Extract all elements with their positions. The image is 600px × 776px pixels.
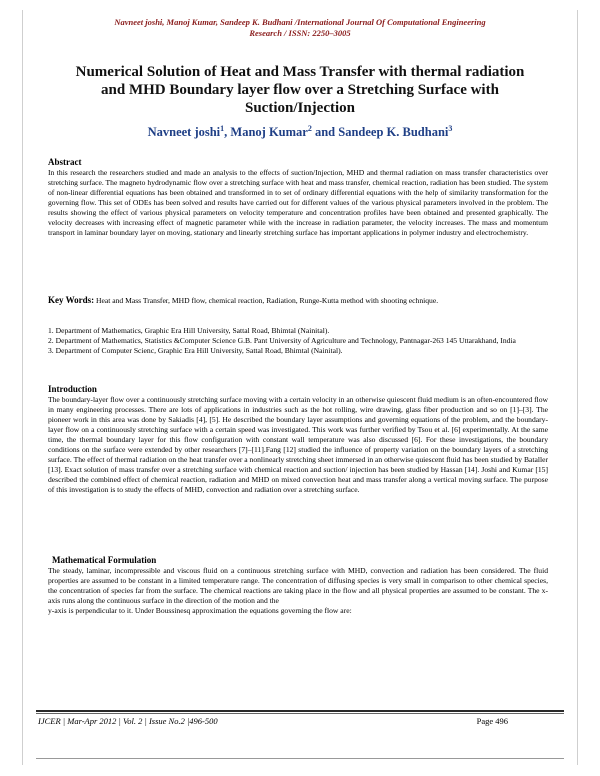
bottom-rule [36,758,564,759]
abstract-section [48,157,548,238]
title-line-1: Numerical Solution of Heat and Mass Transfer with thermal radiation [75,64,525,80]
page-border-right [577,10,578,765]
footer-rule-thin [36,713,564,714]
paper-title [40,63,560,117]
keywords-text: Heat and Mass Transfer, MHD flow, chemical reaction, Radiation, Runge-Kutta method with shooting echnique. [96,296,439,305]
footer-rule [36,710,564,712]
title-line-2: and MHD Boundary layer flow over a Stretching Surface with [101,82,499,98]
author-list: Navneet joshi$^1$, Manoj Kumar$^2$ and Sandeep K. Budhani$^3$ [147,124,453,140]
formulation-section [48,555,548,616]
header-line-1: Navneet joshi, Manoj Kumar, Sandeep K. Budhani /International Journal Of Computational Engineering [114,17,486,27]
author-3: Sandeep K. Budhani [338,125,449,140]
journal-header [40,17,560,39]
introduction-text: The boundary-layer flow over a continuously stretching surface moving with a certain velocity in an otherwise quiescent fluid medium is an often-encountered flow in many engineering processes. There are lots of applications in industries such as the hot rolling, wire drawing, glass fiber production and so on [1]–[3]. The pioneer work in this area was done by Sakiadis [4], [5]. He described the boundary layer assumptions and governing equations of the problem, and the boundary-layer flow on a continuously stretching surface with a certain speed was investigated. This work was further verified by Tsou et al. [6] experimentally. At the same time, the thermal boundary layer for this flow configuration with constant wall temperature was also discussed [6]. For these investigations, the boundary conditions on the surface were extended by other researchers [7]–[11].Fang [12] studied the influence of property variation on the boundary layers of a stretching surface. The effect of thermal radiation on the heat transfer over a nonlinearly stretching sheet immersed in an otherwise quiescent fluid has been studied by Bataller [13]. Exact solution of mass transfer over a stretching surface with chemical reaction and suction/ injection has been studied by Hassan [14]. Joshi and Kumar [15] described the combined effect of chemical reaction, radiation and MHD on mixed convection heat and mass transfer along a vertical moving surface. The purpose of this investigation is to study the effects of MHD, convection and radiation over a stretching surface. [48,395,548,494]
affiliation-1: 1. Department of Mathematics, Graphic Era Hill University, Sattal Road, Bhimtal (Nainital). [48,326,330,335]
page-number: Page 496 [476,716,508,726]
author-1: Navneet joshi [147,125,221,140]
footer-citation: IJCER | Mar-Apr 2012 | Vol. 2 | Issue No.2 |496-500 [38,716,218,726]
formulation-text: The steady, laminar, incompressible and viscous fluid on a continuous stretching surface with MHD, convection and radiation has been considered. The fluid properties are assumed to be constant in a limited temperature range. The concentration of diffusing species is very small in comparison to other chemical species, the concentration of species far from the surface. The chemical reactions are taking place in the flow and all physical properties are assumed to be constant. The x-axis runs along the continuous surface in the direction of the motion and the [48,566,548,605]
affiliation-2: 2. Department of Mathematics, Statistics &Computer Science G.B. Pant University of Agriculture and Technology, Pantnagar-263 145 Uttarakhand, India [48,336,516,345]
affiliations-section [48,326,548,356]
introduction-section [48,384,548,495]
title-line-3: Suction/Injection [244,100,355,116]
formulation-heading: Mathematical Formulation [52,555,157,565]
author-2-affiliation: 2 [307,124,312,133]
introduction-heading: Introduction [48,384,97,394]
author-2: Manoj Kumar [230,125,308,140]
page-footer [38,716,558,726]
author-and: and [314,125,336,140]
affiliation-3: 3. Department of Computer Scienc, Graphic Era Hill University, Sattal Road, Bhimtal (Nainital). [48,346,343,355]
keywords-label: Key Words: [48,295,95,305]
author-1-affiliation: 1 [220,124,225,133]
abstract-text: In this research the researchers studied and made an analysis to the effects of suction/Injection, MHD and thermal radiation on mass transfer characteristics over stretching surface. The magneto hydrodynamic flow over a stretching surface with heat and mass transfer, chemical reaction, radiation has been studied. The system of non-linear differential equations has been obtained and transformed in to set of ordinary differential equations with the help of similarity transformation for the governing flow. This set of ODEs has been solved and results have carried out for different values of the various physical parameters involved in the problem. The results showing the effect of various physical parameters on velocity temperature and concentration profiles have been obtained and presented graphically. The velocity decreases with increasing effect of magnetic parameter while with the increase in radiation parameter, the velocity increases. The mass and momentum transport in laminar boundary layer on moving, stationary and linearly stretching surface has important applications in polymer industry and electrochemistry. [48,168,548,237]
author-3-affiliation: 3 [448,124,453,133]
formulation-text-2: y-axis is perpendicular to it. Under Boussinesq approximation the equations governing the flow are: [48,606,352,615]
keywords-section [48,295,548,306]
page-border-left [22,10,23,765]
abstract-heading: Abstract [48,157,82,167]
header-line-2: Research / ISSN: 2250–3005 [249,28,351,38]
